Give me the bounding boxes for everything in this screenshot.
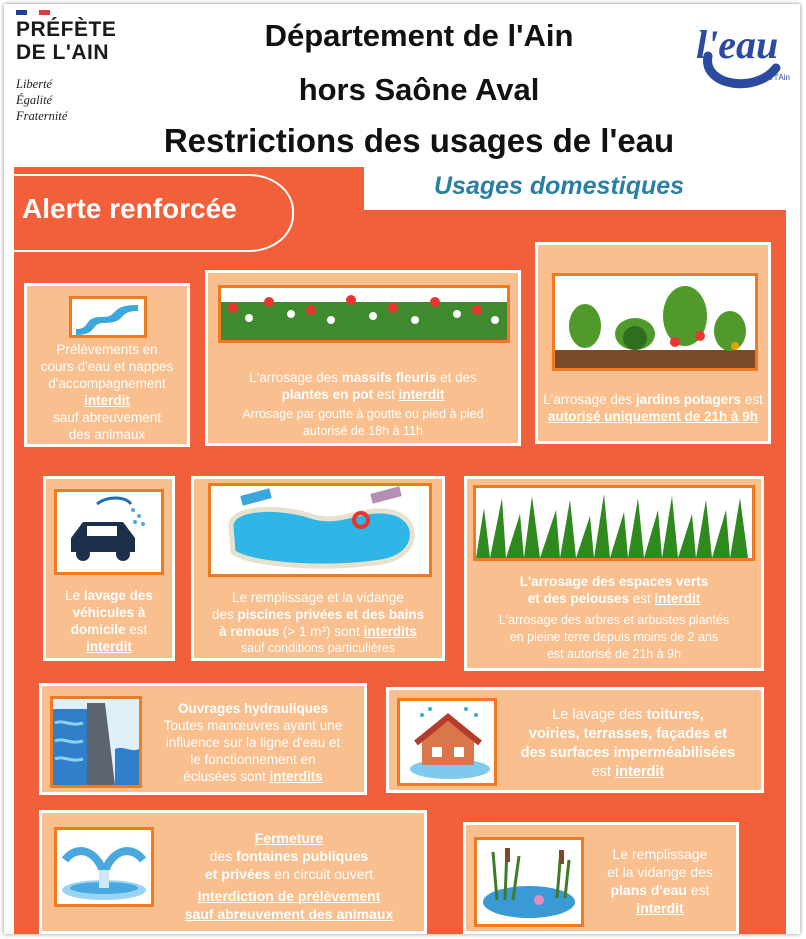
swimming-pool-icon (208, 483, 432, 577)
grass-icon (473, 485, 755, 561)
vegetable-garden-icon (552, 273, 758, 371)
dam-icon (50, 696, 142, 788)
card-private-pools: Le remplissage et la vidange des piscines privées et des bains à remous (> 1 m³) sont interdits sauf conditions particulières (191, 476, 445, 661)
card-ponds: Le remplissage et la vidange des plans d'eau est interdit (463, 822, 739, 934)
logo-subtext: de l'Ain (764, 73, 790, 82)
french-flag-icon (16, 10, 50, 15)
fountain-icon (54, 827, 154, 907)
river-icon (69, 296, 147, 338)
republic-motto: Liberté Égalité Fraternité (16, 77, 68, 123)
car-wash-icon (54, 489, 164, 575)
restrictions-poster (4, 4, 800, 934)
leau-logo (686, 6, 794, 92)
title-restrictions: Restrictions des usages de l'eau (163, 122, 675, 159)
house-icon (397, 698, 497, 786)
card-green-spaces: L'arrosage des espaces verts et des pelouses est interdit L'arrosage des arbres et arbustes plantés en pleine terre depuis moins de 2 ans est autorisé de 21h à 9h (464, 476, 764, 671)
title-area: hors Saône Aval (298, 72, 540, 107)
alert-level: Alerte renforcée (22, 193, 237, 224)
card-hydraulic-works: Ouvrages hydrauliques Toutes manœuvres ayant une influence sur la ligne d'eau et le fonctionnement en éclusées sont interdits (39, 683, 367, 795)
pond-icon (474, 837, 584, 927)
card-roof-washing: Le lavage des toitures, voiries, terrasses, façades et des surfaces imperméabilisées est interdit (386, 687, 764, 793)
flowers-icon (218, 285, 510, 343)
card-vegetable-gardens: L'arrosage des jardins potagers est autorisé uniquement de 21h à 9h (535, 242, 771, 444)
card-fountains: Fermeture des fontaines publiques et privées en circuit ouvert Interdiction de prélèvement sauf abreuvement des animaux (39, 810, 427, 934)
card-vehicle-washing: Le lavage des véhicules à domicile est interdit (43, 476, 175, 661)
prefecture-name: PRÉFÈTE DE L'AIN (16, 18, 117, 64)
subtitle: Usages domestiques (434, 172, 685, 200)
logo-text: l'eau (696, 22, 779, 67)
card-flower-beds: L'arrosage des massifs fleuris et des plantes en pot est interdit Arrosage par goutte à goutte ou pied à pied autorisé de 18h à 11h (205, 270, 521, 446)
title-department: Département de l'Ain (264, 18, 574, 53)
card-river-withdrawals: Prélèvements en cours d'eau et nappes d'accompagnement interdit sauf abreuvement des animaux (24, 283, 190, 447)
